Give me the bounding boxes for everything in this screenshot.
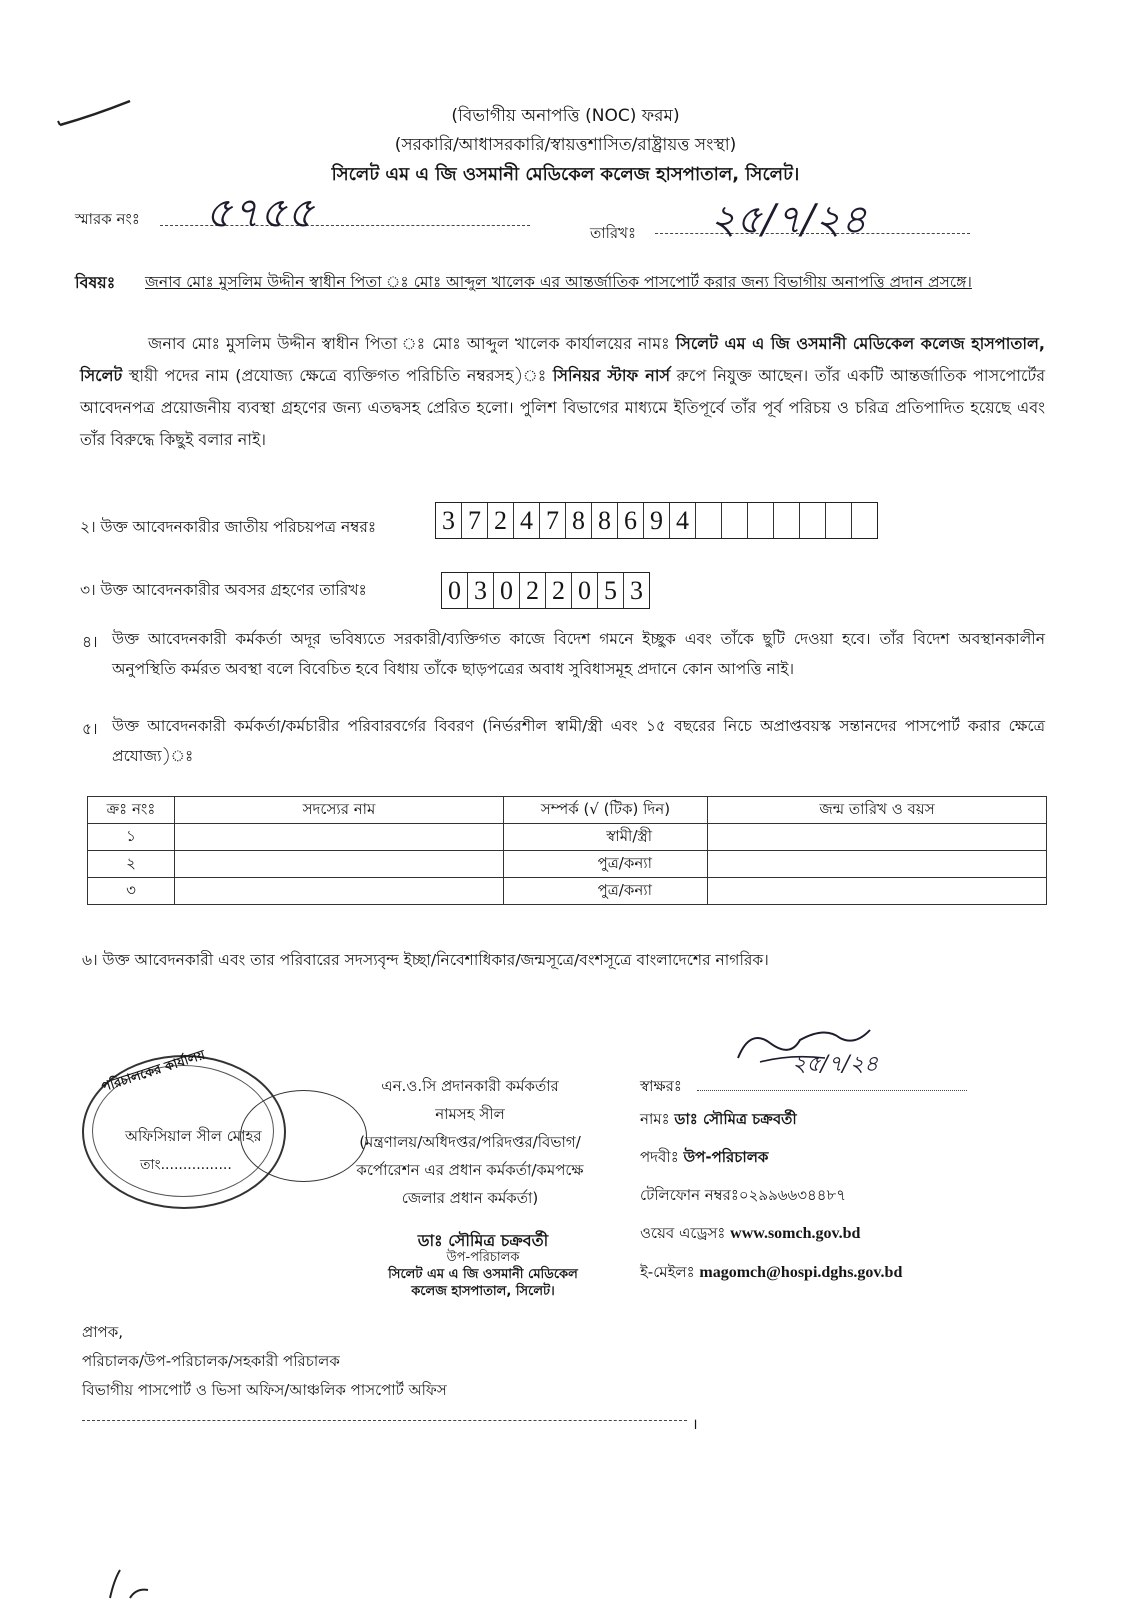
form-title-line2: (সরকারি/আধাসরকারি/স্বায়ত্তশাসিত/রাষ্ট্রায়ত্ত সংস্থা) — [394, 135, 737, 155]
nid-digit-box-15 — [800, 503, 826, 538]
post-label: পদবীঃ — [640, 1148, 679, 1166]
nid-digit-box-4: 4 — [514, 503, 540, 538]
nid-digit-box-14 — [774, 503, 800, 538]
recipient-office-line — [82, 1420, 687, 1421]
item5-num: ৫। — [82, 720, 98, 738]
row3-name — [175, 878, 504, 905]
subject-label: বিষয়ঃ — [75, 273, 116, 292]
seal-date-label: তাং................ — [140, 1157, 232, 1173]
seal-name: ডাঃ সৌমিত্র চক্রবর্তী — [417, 1231, 549, 1250]
item6-text: ৬। উক্ত আবেদনকারী এবং তার পরিবারের সদস্যবৃন্দ ইচ্ছা/নিবেশাধিকার/জন্মসূত্রে/বংশসূত্রে বাংলাদেশের নাগরিক। — [82, 951, 769, 969]
body-part3: রুপে নিযুক্ত আছেন। তাঁর একটি আন্তর্জাতিক পাসপোর্টের আবেদনপত্র প্রয়োজনীয় ব্যবস্থা গ্রহণের জন্য এতদ্বসহ প্রেরিত হলো। পুলিশ বিভাগের মাধ্যমে ইতিপূর্বে তাঁর পূর্ব পরিচয় ও চরিত্র প্রতিপাদিত হয়েছে এবং তাঁর বিরুদ্ধে কিছুই বলার নাই। — [80, 366, 1046, 449]
seal-org-line1: সিলেট এম এ জি ওসমানী মেডিকেল — [388, 1267, 578, 1282]
recipient-line-end: । — [692, 1415, 698, 1433]
email-label: ই-মেইলঃ — [640, 1263, 695, 1281]
recipient-line1: প্রাপক, — [82, 1323, 123, 1341]
phone-number: ০২৯৯৬৬৩৪৪৮৭ — [738, 1186, 847, 1204]
noc-officer-block — [340, 1072, 600, 1212]
row1-serial: ১ — [88, 824, 175, 851]
signature-label: স্বাক্ষরঃ — [640, 1077, 682, 1095]
seal-ring-text: পরিচালকের কার্যালয় — [100, 1047, 208, 1096]
table-header-row — [88, 797, 1047, 824]
nid-digit-box-12 — [722, 503, 748, 538]
nid-digit-box-3: 2 — [488, 503, 514, 538]
signatory-name: ডাঃ সৌমিত্র চক্রবর্তী — [674, 1110, 797, 1128]
office-name: সিলেট এম এ জি ওসমানী মেডিকেল কলেজ হাসপাতাল, সিলেট — [80, 334, 1045, 385]
post-name: সিনিয়র স্টাফ নার্স — [552, 366, 671, 385]
web-address: www.somch.gov.bd — [730, 1225, 861, 1242]
seal-org-line2: কলেজ হাসপাতাল, সিলেট। — [411, 1284, 555, 1299]
nid-digit-box-5: 7 — [540, 503, 566, 538]
nid-digit-box-7: 8 — [592, 503, 618, 538]
retire-label: ৩। উক্ত আবেদনকারীর অবসর গ্রহণের তারিখঃ — [80, 581, 367, 599]
body-paragraph — [80, 328, 1045, 456]
noc-line-3: (মন্ত্রণালয়/অধিদপ্তর/পরিদপ্তর/বিভাগ/ — [359, 1133, 581, 1151]
stray-pen-mark — [100, 1560, 160, 1600]
nid-digit-box-10: 4 — [670, 503, 696, 538]
table-row — [88, 851, 1047, 878]
noc-line-1: এন.ও.সি প্রদানকারী কর্মকর্তার — [381, 1077, 559, 1095]
nid-digit-box-1: 3 — [436, 503, 462, 538]
name-label: নামঃ — [640, 1110, 670, 1128]
row1-name — [175, 824, 504, 851]
retire-digit-box-1: 0 — [442, 573, 468, 608]
row3-birthdate — [708, 878, 1047, 905]
nid-digit-box-8: 6 — [618, 503, 644, 538]
item5-text: উক্ত আবেদনকারী কর্মকর্তা/কর্মচারীর পরিবারবর্গের বিবরণ (নির্ভরশীল স্বামী/স্ত্রী এবং ১৫ বছরের নিচে অপ্রাপ্তবয়স্ক সন্তানদের পাসপোর্ট করার ক্ষেত্রে প্রযোজ্য)ঃ — [112, 717, 1045, 765]
retire-digit-box-6: 0 — [572, 573, 598, 608]
noc-line-4: কর্পোরেশন এর প্রধান কর্মকর্তা/কমপক্ষে — [356, 1161, 584, 1179]
retire-digit-box-2: 3 — [468, 573, 494, 608]
col-relation: সম্পর্ক (√ (টিক) দিন) — [504, 797, 708, 824]
nid-label: ২। উক্ত আবেদনকারীর জাতীয় পরিচয়পত্র নম্বরঃ — [80, 518, 377, 536]
signature-date: ২৫/৭/২৪ — [792, 1052, 879, 1077]
item4-num: ৪। — [82, 633, 98, 651]
retire-digit-box-4: 2 — [520, 573, 546, 608]
nid-digit-box-17 — [852, 503, 877, 538]
nid-digit-box-9: 9 — [644, 503, 670, 538]
web-row — [640, 1214, 902, 1253]
name-seal — [368, 1232, 598, 1300]
noc-line-5: জেলার প্রধান কর্মকর্তা) — [401, 1189, 539, 1207]
recipient-line3: বিভাগীয় পাসপোর্ট ও ভিসা অফিস/আঞ্চলিক পাসপোর্ট অফিস — [82, 1381, 447, 1399]
retire-digit-box-8: 3 — [630, 575, 643, 605]
seal-title: উপ-পরিচালক — [446, 1250, 520, 1265]
row2-serial: ২ — [88, 851, 175, 878]
row2-name — [175, 851, 504, 878]
signatory-details — [640, 1100, 902, 1292]
form-title-line1: (বিভাগীয় অনাপত্তি (NOC) ফরম) — [451, 106, 680, 126]
recipient-line2: পরিচালক/উপ-পরিচালক/সহকারী পরিচালক — [82, 1352, 340, 1370]
nid-boxes — [435, 502, 878, 539]
body-part2: স্থায়ী পদের নাম (প্রযোজ্য ক্ষেত্রে ব্যক্তিগত পরিচিতি নম্বরসহ)ঃ — [122, 366, 553, 385]
row2-birthdate — [708, 851, 1047, 878]
nid-digit-box-2: 7 — [462, 503, 488, 538]
phone-label: টেলিফোন নম্বরঃ — [640, 1186, 739, 1204]
institution-name: সিলেট এম এ জি ওসমানী মেডিকেল কলেজ হাসপাতাল, সিলেট। — [331, 164, 800, 185]
date-value: ২৫/৭/২৪ — [710, 197, 867, 243]
row3-serial: ৩ — [88, 878, 175, 905]
date-label: তারিখঃ — [590, 224, 636, 242]
col-serial: ক্রঃ নংঃ — [88, 797, 175, 824]
subject-text: জনাব মোঃ মুসলিম উদ্দীন স্বাধীন পিতা ঃ মোঃ আব্দুল খালেক এর আন্তর্জাতিক পাসপোর্ট করার জন্য বিভাগীয় অনাপত্তি প্রদান প্রসঙ্গে। — [145, 273, 972, 291]
post-row — [640, 1138, 902, 1176]
item4-text: উক্ত আবেদনকারী কর্মকর্তা অদূর ভবিষ্যতে সরকারী/ব্যক্তিগত কাজে বিদেশ গমনে ইচ্ছুক এবং তাঁকে ছুটি দেওয়া হবে। তাঁর বিদেশ অবস্থানকালীন অনুপস্থিতি কর্মরত অবস্থা বলে বিবেচিত হবে বিধায় তাঁকে ছাড়পত্রের অবাধ সুবিধাসমূহ প্রদানে কোন আপত্তি নাই। — [112, 630, 1045, 678]
nid-digit-box-13 — [748, 503, 774, 538]
retire-digit-box-3: 0 — [494, 573, 520, 608]
family-table — [87, 796, 1047, 905]
name-row — [640, 1100, 902, 1138]
nid-digit-box-11 — [696, 503, 722, 538]
row1-relation: স্বামী/স্ত্রী — [504, 824, 708, 851]
memo-label: স্মারক নংঃ — [75, 210, 140, 228]
recipient-block — [82, 1318, 447, 1405]
email-row — [640, 1253, 902, 1292]
retire-digit-box-7: 5 — [598, 573, 624, 608]
signatory-post: উপ-পরিচালক — [683, 1148, 769, 1166]
seal-label: অফিসিয়াল সীল মোহর — [125, 1127, 262, 1145]
nid-digit-box-16 — [826, 503, 852, 538]
noc-line-2: নামসহ সীল — [435, 1105, 505, 1123]
row1-birthdate — [708, 824, 1047, 851]
phone-row — [640, 1176, 902, 1214]
body-part1: জনাব মোঃ মুসলিম উদ্দীন স্বাধীন পিতা ঃ মোঃ আব্দুল খালেক কার্যালয়ের নামঃ — [148, 334, 676, 353]
row3-relation: পুত্র/কন্যা — [504, 878, 708, 905]
retire-date-boxes — [441, 572, 650, 609]
row2-relation: পুত্র/কন্যা — [504, 851, 708, 878]
col-birthdate-age: জন্ম তারিখ ও বয়স — [708, 797, 1047, 824]
email-address: magomch@hospi.dghs.gov.bd — [699, 1264, 903, 1281]
table-row — [88, 824, 1047, 851]
retire-digit-box-5: 2 — [546, 573, 572, 608]
col-member-name: সদস্যের নাম — [175, 797, 504, 824]
memo-number: ৫৭৫৫ — [205, 188, 315, 237]
nid-digit-box-6: 8 — [566, 503, 592, 538]
table-row — [88, 878, 1047, 905]
signature-line — [697, 1090, 967, 1091]
web-label: ওয়েব এড্রেসঃ — [640, 1224, 726, 1242]
